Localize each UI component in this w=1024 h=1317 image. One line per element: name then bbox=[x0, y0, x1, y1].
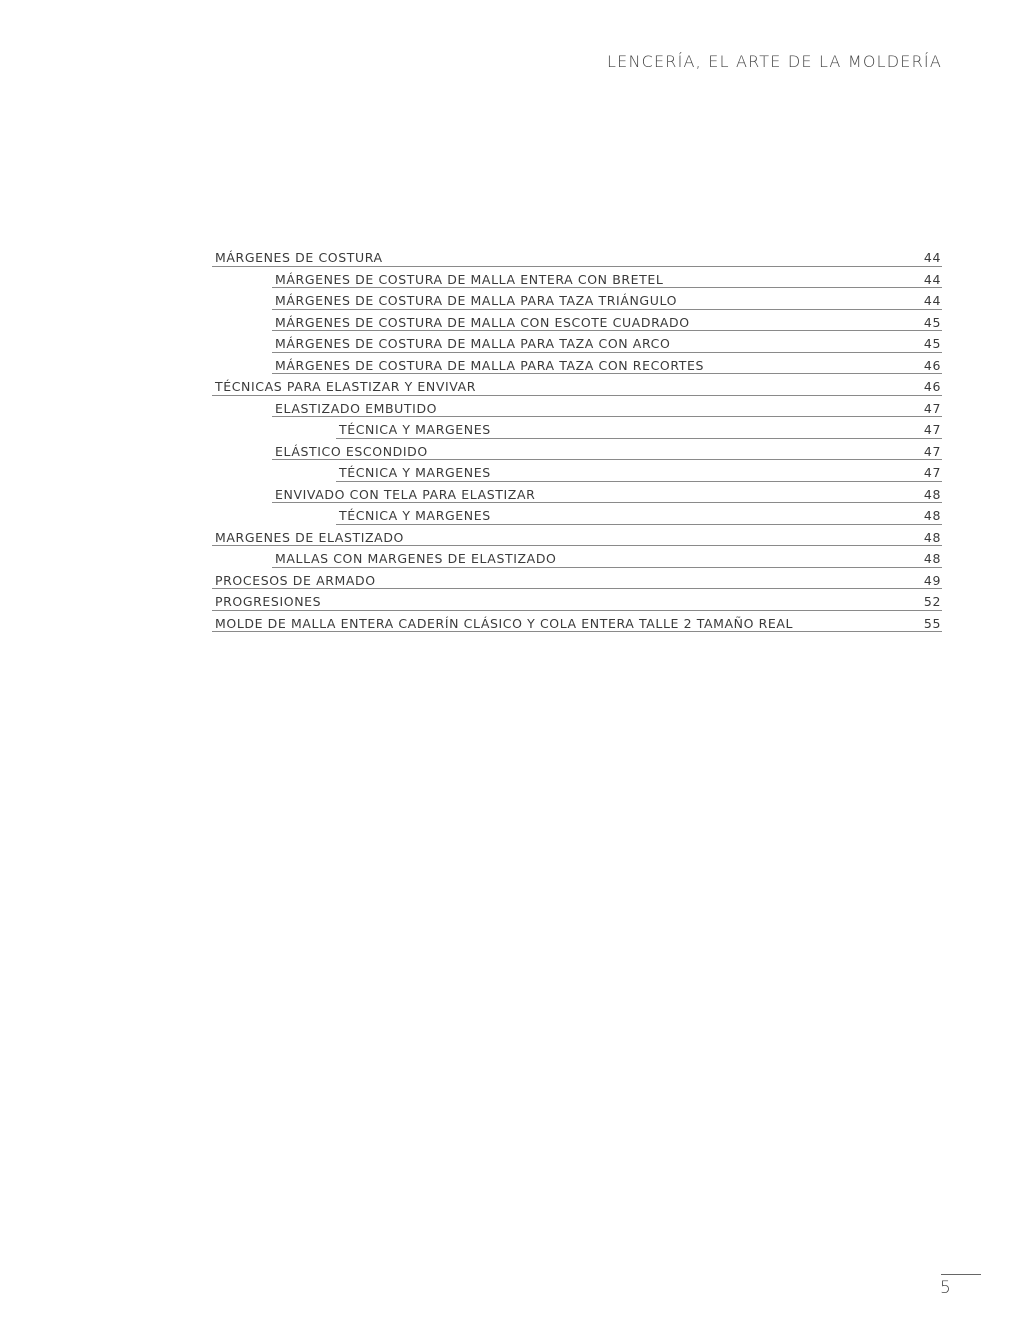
toc-entry-page: 52 bbox=[923, 594, 941, 609]
toc-entry[interactable] bbox=[336, 460, 942, 482]
toc-entry-title: MÁRGENES DE COSTURA DE MALLA CON ESCOTE CUADRADO bbox=[275, 314, 690, 330]
toc-entry[interactable] bbox=[272, 288, 942, 310]
toc-entry-page: 44 bbox=[923, 250, 941, 265]
toc-entry[interactable] bbox=[272, 482, 942, 504]
toc-entry-title: TÉCNICA Y MARGENES bbox=[339, 465, 491, 480]
toc-entry-title: MÁRGENES DE COSTURA DE MALLA PARA TAZA CON RECORTES bbox=[275, 357, 705, 373]
toc-entry-page: 48 bbox=[923, 551, 941, 566]
toc-entry-title: TÉCNICAS PARA ELASTIZAR Y ENVIVAR bbox=[215, 379, 477, 394]
toc-entry-page: 45 bbox=[923, 314, 941, 330]
toc-entry-page: 55 bbox=[923, 615, 941, 631]
toc-entry[interactable] bbox=[212, 589, 942, 611]
toc-entry-page: 46 bbox=[923, 379, 941, 394]
toc-entry-page: 49 bbox=[923, 572, 941, 588]
toc-entry-page: 44 bbox=[923, 271, 941, 287]
toc-entry[interactable] bbox=[272, 310, 942, 332]
table-of-contents bbox=[212, 245, 942, 632]
toc-entry[interactable] bbox=[272, 439, 942, 461]
toc-entry-title: PROCESOS DE ARMADO bbox=[215, 572, 376, 588]
toc-entry-title: ELÁSTICO ESCONDIDO bbox=[275, 443, 428, 459]
toc-entry[interactable] bbox=[272, 353, 942, 375]
toc-entry-title: MÁRGENES DE COSTURA DE MALLA PARA TAZA TRIÁNGULO bbox=[275, 293, 678, 308]
toc-entry-page: 47 bbox=[923, 422, 941, 437]
page-number: 5 bbox=[940, 1278, 951, 1298]
toc-entry[interactable] bbox=[272, 396, 942, 418]
toc-entry[interactable] bbox=[272, 546, 942, 568]
toc-entry-title: TÉCNICA Y MARGENES bbox=[339, 508, 491, 523]
toc-entry-page: 47 bbox=[923, 443, 941, 459]
toc-entry-page: 46 bbox=[923, 357, 941, 373]
toc-entry[interactable] bbox=[212, 525, 942, 547]
toc-entry-title: MOLDE DE MALLA ENTERA CADERÍN CLÁSICO Y COLA ENTERA TALLE 2 TAMAÑO REAL bbox=[215, 615, 794, 631]
toc-entry-title: PROGRESIONES bbox=[215, 594, 322, 609]
running-header-title: LENCERÍA, EL ARTE DE LA MOLDERÍA bbox=[607, 52, 942, 71]
toc-entry-page: 48 bbox=[923, 529, 941, 545]
toc-entry-title: MÁRGENES DE COSTURA DE MALLA PARA TAZA CON ARCO bbox=[275, 336, 671, 351]
toc-entry[interactable] bbox=[336, 503, 942, 525]
toc-entry-page: 45 bbox=[923, 336, 941, 351]
toc-entry-title: MARGENES DE ELASTIZADO bbox=[215, 529, 404, 545]
toc-entry-page: 48 bbox=[923, 486, 941, 502]
toc-entry-title: TÉCNICA Y MARGENES bbox=[339, 422, 491, 437]
toc-entry-title: MALLAS CON MARGENES DE ELASTIZADO bbox=[275, 551, 557, 566]
toc-entry[interactable] bbox=[212, 374, 942, 396]
toc-entry-title: MÁRGENES DE COSTURA DE MALLA ENTERA CON BRETEL bbox=[275, 271, 664, 287]
toc-entry-page: 47 bbox=[923, 400, 941, 416]
toc-entry-title: MÁRGENES DE COSTURA bbox=[215, 250, 383, 265]
toc-entry[interactable] bbox=[212, 611, 942, 633]
page-number-rule bbox=[941, 1274, 981, 1275]
toc-entry[interactable] bbox=[212, 245, 942, 267]
toc-entry-page: 47 bbox=[923, 465, 941, 480]
toc-entry[interactable] bbox=[272, 331, 942, 353]
toc-entry-title: ENVIVADO CON TELA PARA ELASTIZAR bbox=[275, 486, 536, 502]
toc-entry-page: 48 bbox=[923, 508, 941, 523]
toc-entry-title: ELASTIZADO EMBUTIDO bbox=[275, 400, 438, 416]
toc-entry-page: 44 bbox=[923, 293, 941, 308]
toc-entry[interactable] bbox=[336, 417, 942, 439]
toc-entry[interactable] bbox=[212, 568, 942, 590]
toc-entry[interactable] bbox=[272, 267, 942, 289]
